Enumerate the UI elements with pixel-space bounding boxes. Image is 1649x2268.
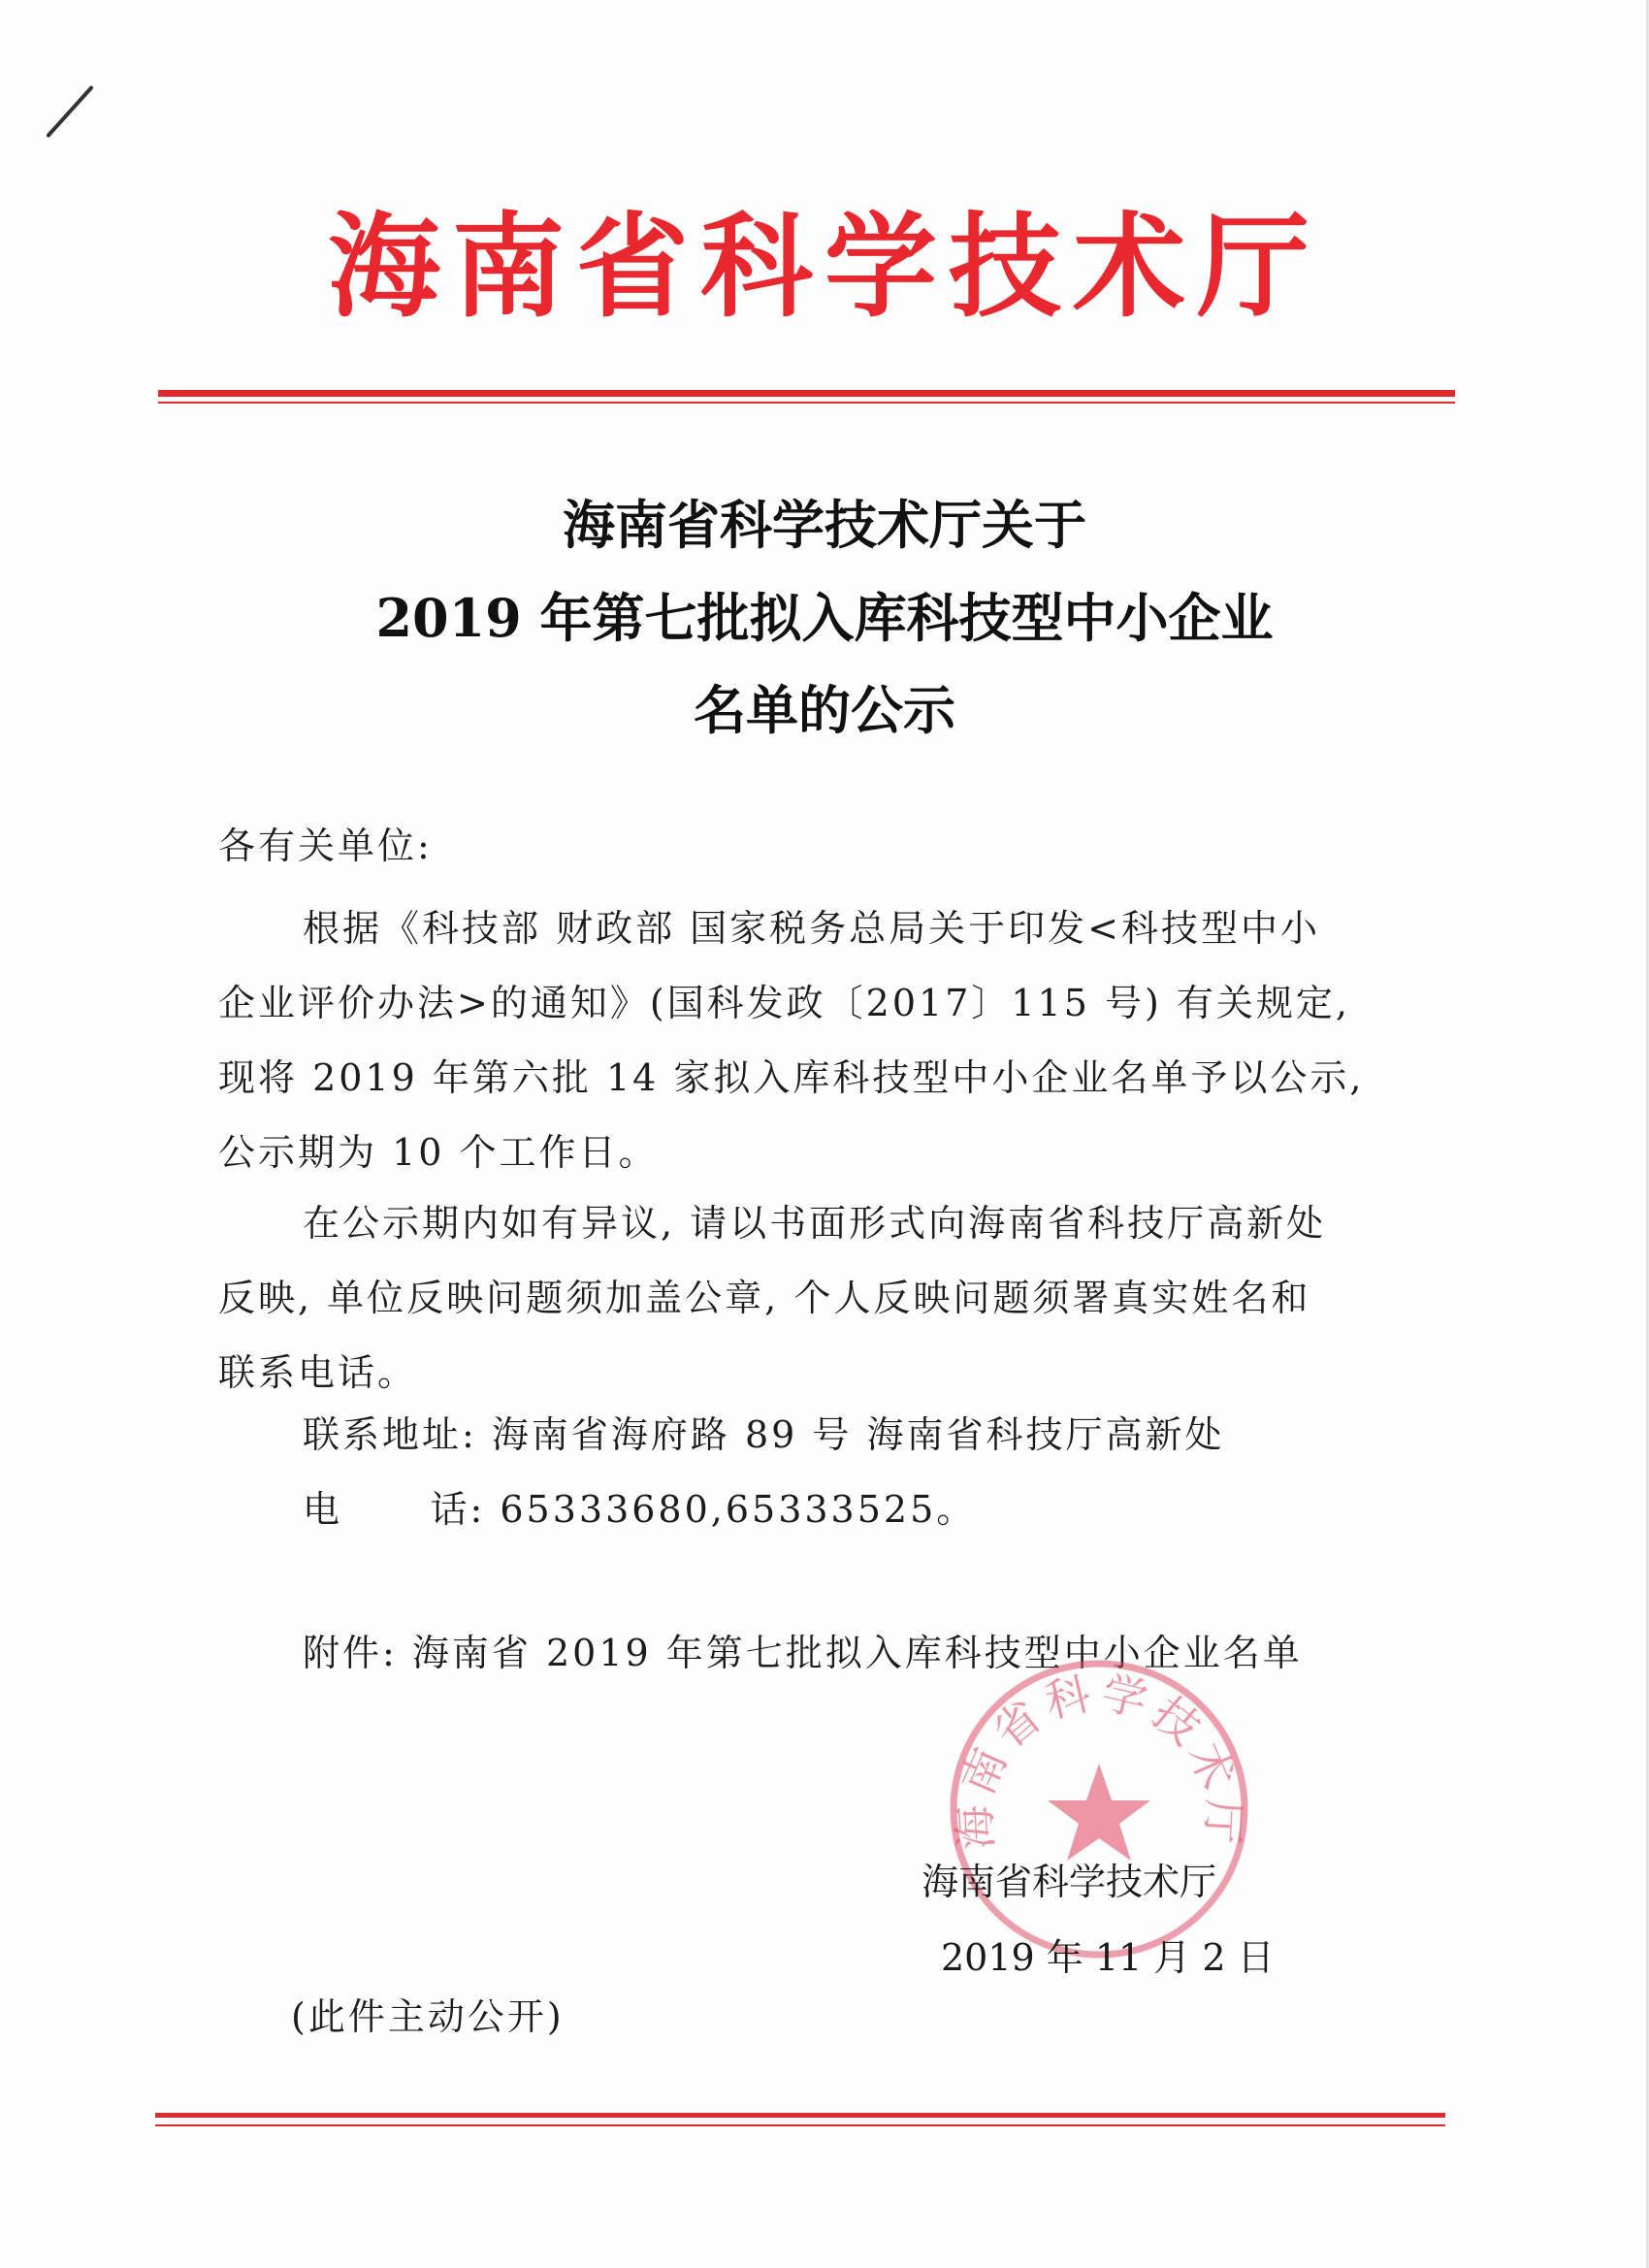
disclosure-note: (此件主动公开) (291, 1995, 565, 2038)
paragraph-2-line-2: 反映, 单位反映问题须加盖公章, 个人反映问题须署真实姓名和 (218, 1277, 1311, 1319)
paragraph-1-line-2: 企业评价办法>的通知》(国科发政〔2017〕115 号) 有关规定, (218, 982, 1350, 1024)
org-header: 海南省科学技术厅 (328, 202, 1321, 333)
title-line-1: 海南省科学技术厅关于 (563, 494, 1086, 556)
contact-address: 联系地址: 海南省海府路 89 号 海南省科技厅高新处 (303, 1413, 1225, 1456)
title-line-2: 2019 年第七批拟入库科技型中小企业 (375, 587, 1274, 649)
header-red-line-thin (158, 402, 1455, 404)
contact-phone: 电 话: 65333680,65333525。 (303, 1488, 977, 1531)
salutation: 各有关单位: (218, 825, 433, 867)
footer-red-line-thin (155, 2124, 1445, 2126)
svg-text:海南省科学技术厅: 海南省科学技术厅 (947, 1666, 1251, 1852)
signature-date: 2019 年 11 月 2 日 (941, 1936, 1275, 1979)
footer-red-line (155, 2113, 1445, 2118)
paragraph-2-line-3: 联系电话。 (218, 1351, 418, 1394)
paragraph-1-line-3: 现将 2019 年第六批 14 家拟入库科技型中小企业名单予以公示, (218, 1056, 1365, 1099)
title-line-3: 名单的公示 (694, 679, 955, 741)
official-seal (939, 1649, 1259, 1969)
paragraph-1-line-1: 根据《科技部 财政部 国家税务总局关于印发<科技型中小 (303, 907, 1321, 950)
paragraph-1-line-4: 公示期为 10 个工作日。 (218, 1131, 659, 1174)
attachment-line: 附件: 海南省 2019 年第七批拟入库科技型中小企业名单 (303, 1632, 1303, 1674)
header-red-line (158, 390, 1455, 397)
paper-mark (46, 85, 94, 139)
signature-org: 海南省科学技术厅 (922, 1861, 1217, 1903)
paragraph-2-line-1: 在公示期内如有异议, 请以书面形式向海南省科技厅高新处 (303, 1202, 1327, 1245)
